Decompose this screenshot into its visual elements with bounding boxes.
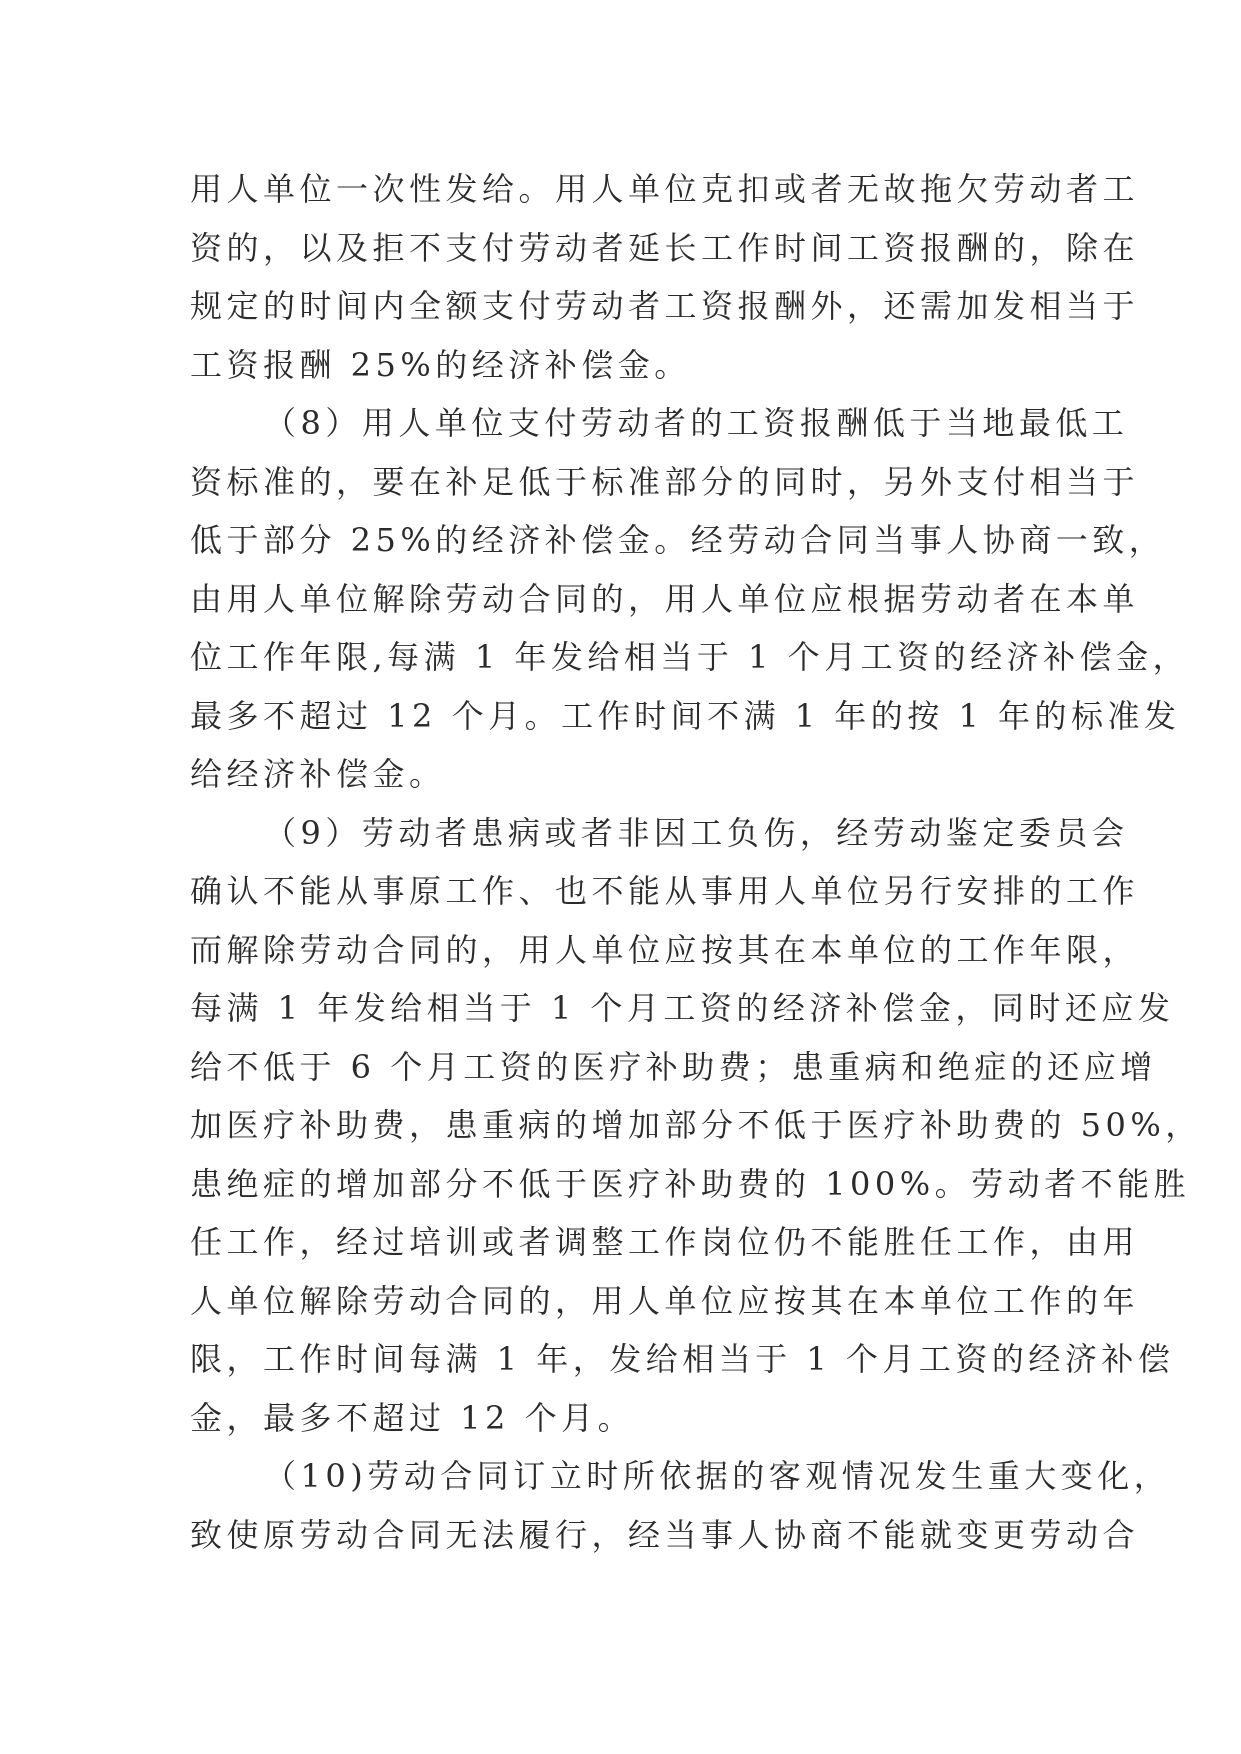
- paragraph-first-line: （8）用人单位支付劳动者的工资报酬低于当地最低工: [264, 404, 1129, 442]
- text-line: 每满 1 年发给相当于 1 个月工资的经济补偿金，同时还应发: [190, 989, 1175, 1027]
- text-line: 资标准的，要在补足低于标准部分的同时，另外支付相当于: [190, 462, 1140, 501]
- text-line: 由用人单位解除劳动合同的，用人单位应根据劳动者在本单: [190, 579, 1140, 618]
- text-line: 用人单位一次性发给。用人单位克扣或者无故拖欠劳动者工: [190, 170, 1140, 208]
- text-line: 规定的时间内全额支付劳动者工资报酬外，还需加发相当于: [190, 287, 1140, 325]
- text-line: 而解除劳动合同的，用人单位应按其在本单位的工作年限，: [190, 930, 1140, 969]
- text-line: 给不低于 6 个月工资的医疗补助费；患重病和绝症的还应增: [190, 1047, 1157, 1086]
- text-line: 低于部分 25%的经济补偿金。经劳动合同当事人协商一致，: [190, 521, 1166, 559]
- text-line: 致使原劳动合同无法履行，经当事人协商不能就变更劳动合: [190, 1515, 1140, 1554]
- text-line: 给经济补偿金。: [190, 755, 446, 793]
- text-line: 加医疗补助费，患重病的增加部分不低于医疗补助费的 50%，: [190, 1106, 1202, 1144]
- text-line: 患绝症的增加部分不低于医疗补助费的 100%。劳动者不能胜: [190, 1164, 1191, 1203]
- text-line: 工资报酬 25%的经济补偿金。: [190, 345, 691, 384]
- text-line: 任工作，经过培训或者调整工作岗位仍不能胜任工作，由用: [190, 1223, 1140, 1261]
- text-line: 确认不能从事原工作、也不能从事用人单位另行安排的工作: [190, 872, 1140, 910]
- paragraph-first-line: （9）劳动者患病或者非因工负伤，经劳动鉴定委员会: [264, 813, 1129, 852]
- paragraph-first-line: （10)劳动合同订立时所依据的客观情况发生重大变化，: [264, 1457, 1171, 1495]
- document-body: [190, 160, 1202, 1564]
- text-line: 最多不超过 12 个月。工作时间不满 1 年的按 1 年的标准发: [190, 696, 1181, 735]
- text-line: 位工作年限,每满 1 年发给相当于 1 个月工资的经济补偿金，: [190, 638, 1190, 676]
- text-line: 人单位解除劳动合同的，用人单位应按其在本单位工作的年: [190, 1281, 1140, 1320]
- text-line: 金，最多不超过 12 个月。: [190, 1398, 635, 1437]
- text-line: 资的，以及拒不支付劳动者延长工作时间工资报酬的，除在: [190, 228, 1140, 267]
- text-line: 限，工作时间每满 1 年，发给相当于 1 个月工资的经济补偿: [190, 1340, 1175, 1378]
